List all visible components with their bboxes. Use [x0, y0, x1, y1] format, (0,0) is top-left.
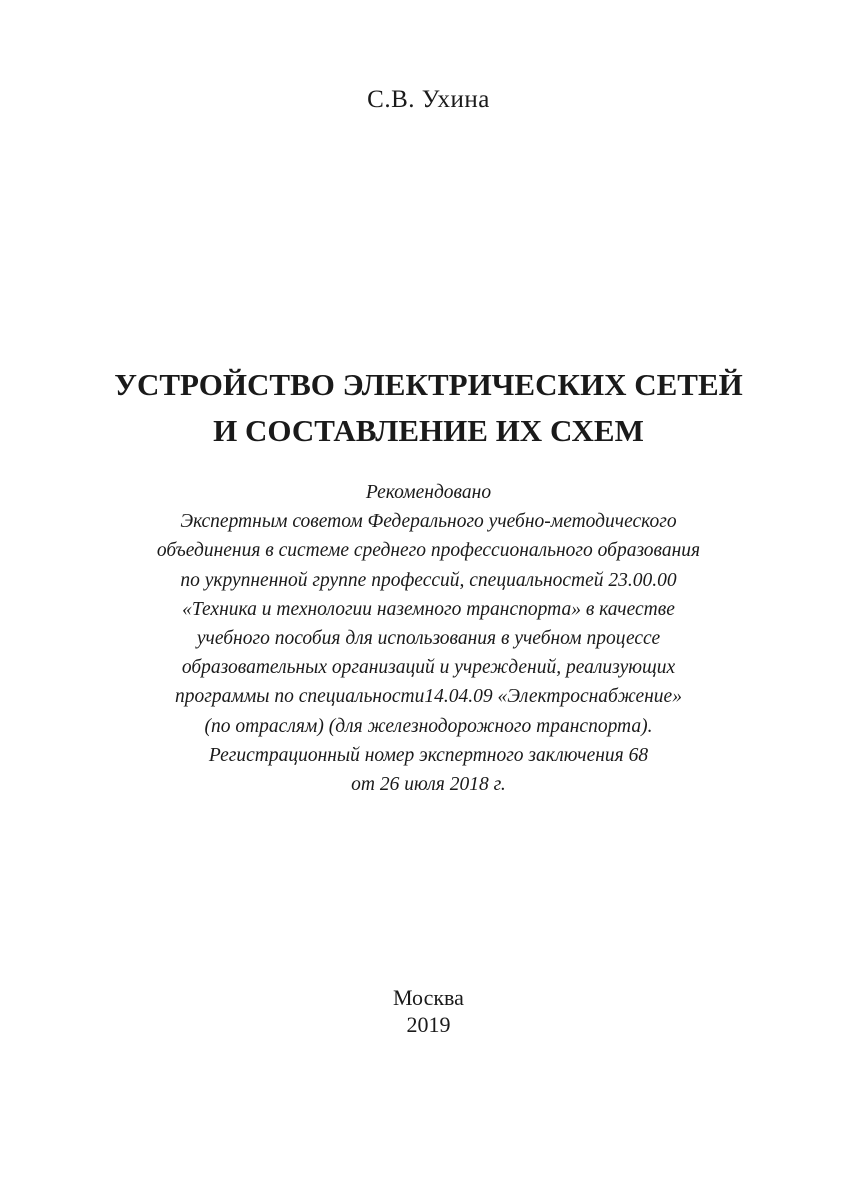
author-name: С.В. Ухина: [367, 86, 490, 113]
recommendation-line: образовательных организаций и учреждений, реализующих: [181, 657, 676, 679]
imprint: [0, 984, 857, 1038]
publication-city: Москва: [393, 985, 464, 1010]
book-title-line: УСТРОЙСТВО ЭЛЕКТРИЧЕСКИХ СЕТЕЙ: [114, 367, 743, 402]
recommendation-line: Рекомендовано: [365, 482, 492, 503]
book-title-line: И СОСТАВЛЕНИЕ ИХ СХЕМ: [213, 413, 644, 448]
publication-year: 2019: [406, 1012, 451, 1037]
recommendation-line: по укрупненной группе профессий, специальностей 23.00.00: [180, 569, 677, 591]
recommendation-line: программы по специальности14.04.09 «Электроснабжение»: [175, 686, 682, 708]
recommendation-line: Экспертным советом Федерального учебно-методического: [180, 511, 677, 533]
recommendation-line: учебного пособия для использования в учебном процессе: [196, 628, 661, 650]
recommendation-block: [0, 478, 857, 799]
recommendation-line: от 26 июля 2018 г.: [351, 774, 506, 796]
recommendation-line: Регистрационный номер экспертного заключения 68: [208, 744, 649, 766]
recommendation-line: (по отраслям) (для железнодорожного транспорта).: [204, 715, 653, 737]
recommendation-line: «Техника и технологии наземного транспорта» в качестве: [182, 598, 675, 620]
book-title: [0, 362, 857, 454]
recommendation-line: объединения в системе среднего профессионального образования: [156, 540, 701, 562]
